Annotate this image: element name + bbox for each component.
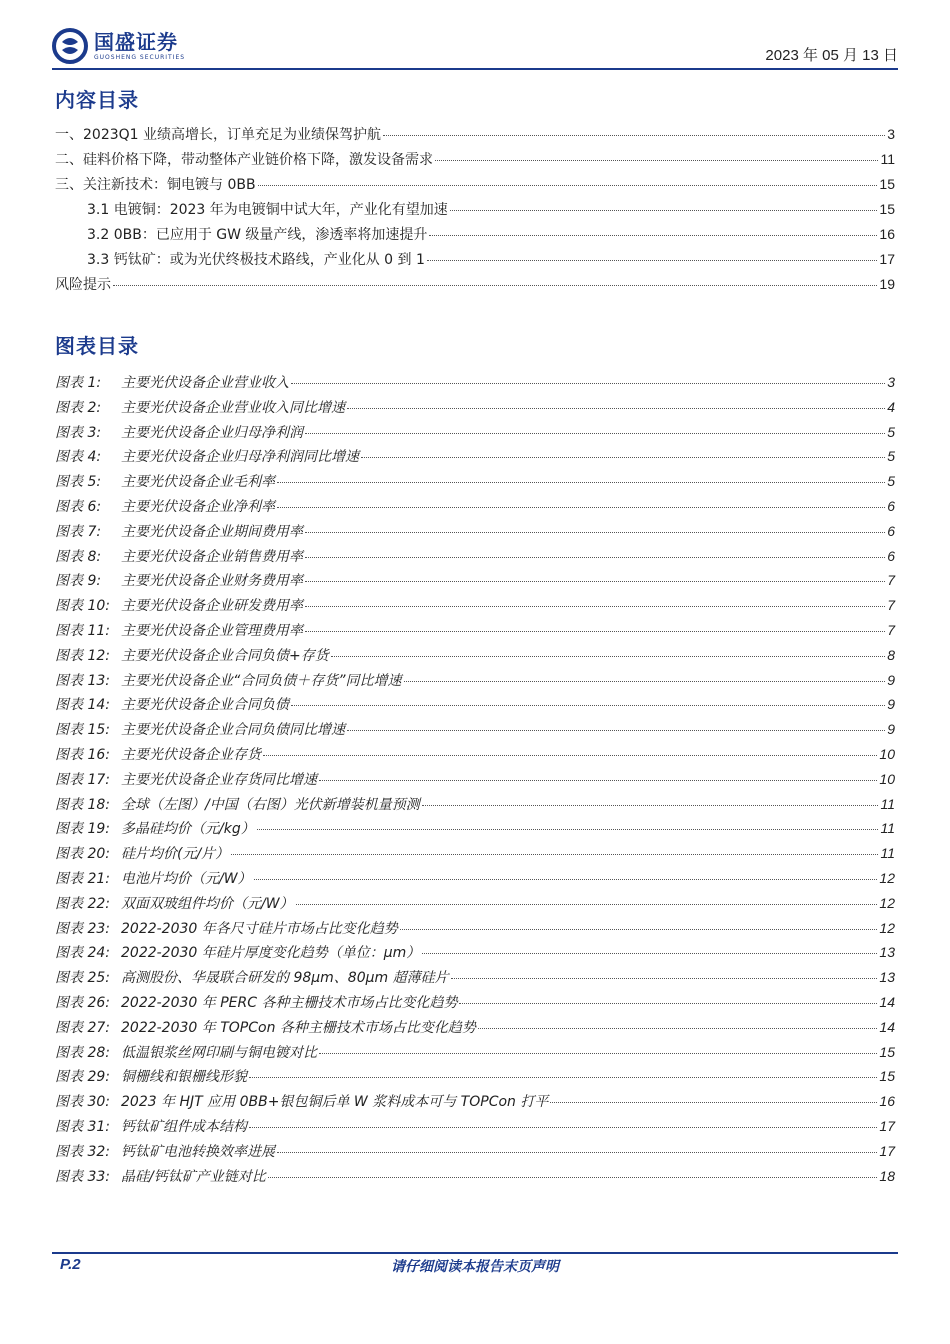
figure-entry-title: 低温银浆丝网印刷与铜电镀对比	[121, 1044, 317, 1061]
dot-leader	[404, 681, 886, 682]
figure-entry[interactable]	[55, 744, 895, 769]
figure-entry[interactable]	[55, 1066, 895, 1091]
figure-entry-page: 11	[880, 820, 895, 837]
figure-entry[interactable]	[55, 471, 895, 496]
figure-entry-title: 主要光伏设备企业财务费用率	[121, 573, 303, 590]
figure-entry[interactable]	[55, 1091, 895, 1116]
figure-entry-number: 图表 10:	[55, 598, 110, 615]
figure-entry-number: 图表 7:	[55, 523, 102, 540]
figure-entry-number: 图表 9:	[55, 573, 102, 590]
toc-entry-page: 3	[887, 126, 895, 142]
figure-entry-page: 17	[879, 1142, 895, 1159]
figure-entry-number: 图表 15:	[55, 722, 110, 739]
figure-entry-title: 主要光伏设备企业存货同比增速	[121, 771, 317, 788]
dot-leader	[291, 705, 885, 706]
figure-entry[interactable]	[55, 942, 895, 967]
dot-leader	[422, 953, 877, 954]
figure-entry-number: 图表 26:	[55, 994, 110, 1011]
figure-entry[interactable]	[55, 422, 895, 447]
figure-entry-title: 主要光伏设备企业销售费用率	[121, 548, 303, 565]
figure-entry-page: 7	[887, 597, 895, 614]
figure-entry[interactable]	[55, 1141, 895, 1166]
dot-leader	[459, 1003, 877, 1004]
dot-leader	[400, 929, 878, 930]
dot-leader	[249, 1077, 877, 1078]
figure-entry-page: 9	[887, 696, 895, 713]
figure-entry-title: 2022-2030 年硅片厚度变化趋势（单位：μm）	[121, 945, 421, 962]
figure-entry-title: 主要光伏设备企业归母净利润同比增速	[121, 449, 359, 466]
figure-entry-title: 钙钛矿电池转换效率进展	[121, 1143, 275, 1160]
brand-logo	[52, 28, 185, 64]
figure-entry-number: 图表 22:	[55, 895, 110, 912]
figure-entry[interactable]	[55, 446, 895, 471]
dot-leader	[277, 1152, 877, 1153]
figure-entry-number: 图表 30:	[55, 1094, 110, 1111]
dot-leader	[478, 1028, 878, 1029]
figure-entry[interactable]	[55, 843, 895, 868]
figure-entry-number: 图表 13:	[55, 672, 110, 689]
toc-entry-page: 16	[879, 226, 895, 242]
figure-entry[interactable]	[55, 1042, 895, 1067]
figure-entry-number: 图表 25:	[55, 970, 110, 987]
figure-entry-number: 图表 18:	[55, 796, 110, 813]
toc-entry-page: 19	[879, 276, 895, 292]
dot-leader	[331, 656, 885, 657]
figure-entry-page: 9	[887, 721, 895, 738]
report-date: 2023 年 05 月 13 日	[765, 47, 898, 64]
toc-entry-title: 3.3 钙钛矿：或为光伏终极技术路线，产业化从 0 到 1	[87, 252, 425, 268]
figure-entry-title: 钙钛矿组件成本结构	[121, 1118, 247, 1135]
figure-entry-number: 图表 11:	[55, 622, 110, 639]
dot-leader	[435, 160, 878, 161]
figure-entry-title: 主要光伏设备企业营业收入同比增速	[121, 399, 345, 416]
figure-entry[interactable]	[55, 595, 895, 620]
figure-entry-number: 图表 21:	[55, 870, 110, 887]
dot-leader	[305, 532, 885, 533]
figure-entry[interactable]	[55, 818, 895, 843]
figure-entry-page: 9	[887, 671, 895, 688]
figure-entry-title: 铜栅线和银栅线形貌	[121, 1069, 247, 1086]
dot-leader	[422, 805, 879, 806]
figure-entry-title: 晶硅/钙钛矿产业链对比	[121, 1168, 266, 1185]
figure-entry-number: 图表 3:	[55, 424, 102, 441]
figure-entry-page: 8	[887, 646, 895, 663]
figure-entry-number: 图表 5:	[55, 474, 102, 491]
figure-entry-title: 2022-2030 年各尺寸硅片市场占比变化趋势	[121, 920, 398, 937]
figure-entry-title: 2022-2030 年 TOPCon 各种主栅技术市场占比变化趋势	[121, 1019, 476, 1036]
toc-entry-page: 15	[879, 176, 895, 192]
figure-entry-title: 主要光伏设备企业管理费用率	[121, 622, 303, 639]
figure-entry-number: 图表 1:	[55, 375, 102, 391]
figure-entry-title: 主要光伏设备企业合同负债	[121, 697, 289, 714]
figures-list	[55, 372, 895, 1190]
figure-entry-title: 主要光伏设备企业归母净利润	[121, 424, 303, 441]
figure-entry[interactable]	[55, 794, 895, 819]
dot-leader	[305, 433, 885, 434]
toc-entry-title: 3.2 0BB：已应用于 GW 级量产线，渗透率将加速提升	[87, 227, 428, 243]
dot-leader	[383, 135, 885, 136]
figure-entry-page: 3	[887, 374, 895, 390]
figure-entry-number: 图表 16:	[55, 746, 110, 763]
figure-entry-title: 主要光伏设备企业净利率	[121, 498, 275, 515]
figure-entry-page: 6	[887, 547, 895, 564]
figure-entry-page: 12	[879, 869, 895, 886]
figure-entry-page: 15	[879, 1043, 895, 1060]
dot-leader	[277, 507, 885, 508]
figure-entry-page: 18	[879, 1167, 895, 1184]
figure-entry-page: 14	[879, 993, 895, 1010]
figure-entry-page: 7	[887, 621, 895, 638]
dot-leader	[361, 457, 885, 458]
figure-entry-page: 6	[887, 497, 895, 514]
brand-name-cn: 国盛证券	[94, 29, 178, 54]
dot-leader	[305, 581, 885, 582]
brand-logo-icon	[52, 28, 88, 64]
figure-entry-number: 图表 33:	[55, 1168, 110, 1185]
disclaimer-note: 请仔细阅读本报告末页声明	[391, 1259, 559, 1275]
header-divider	[52, 68, 898, 70]
figure-entry-page: 11	[880, 845, 895, 862]
figure-entry[interactable]	[55, 719, 895, 744]
figure-entry-number: 图表 27:	[55, 1019, 110, 1036]
contents-list	[55, 124, 895, 299]
figure-entry-number: 图表 17:	[55, 771, 110, 788]
figure-entry[interactable]	[55, 769, 895, 794]
figure-entry-number: 图表 14:	[55, 697, 110, 714]
figure-entry[interactable]	[55, 546, 895, 571]
figure-entry[interactable]	[55, 670, 895, 695]
figure-entry-number: 图表 12:	[55, 647, 110, 664]
figure-entry-title: 电池片均价（元/W）	[121, 870, 252, 887]
figure-entry-title: 高测股份、华晟联合研发的 98μm、80μm 超薄硅片	[121, 970, 449, 987]
figure-entry-number: 图表 4:	[55, 449, 102, 466]
toc-entry-page: 17	[879, 251, 895, 267]
figure-entry-title: 双面双玻组件均价（元/W）	[121, 895, 294, 912]
dot-leader	[305, 557, 885, 558]
dot-leader	[296, 904, 878, 905]
toc-entry[interactable]	[55, 174, 895, 199]
toc-entry-title: 3.1 电镀铜：2023 年为电镀铜中试大年，产业化有望加速	[87, 202, 448, 218]
figure-entry-title: 主要光伏设备企业研发费用率	[121, 598, 303, 615]
figure-entry[interactable]	[55, 496, 895, 521]
figure-entry-number: 图表 28:	[55, 1044, 110, 1061]
figure-entry[interactable]	[55, 570, 895, 595]
figure-entry-number: 图表 19:	[55, 821, 110, 838]
figure-entry-title: 主要光伏设备企业期间费用率	[121, 523, 303, 540]
figure-entry[interactable]	[55, 918, 895, 943]
figure-entry-number: 图表 20:	[55, 846, 110, 863]
figure-entry-page: 4	[887, 398, 895, 415]
brand-name-en: GUOSHENG SECURITIES	[94, 53, 186, 61]
figure-entry[interactable]	[55, 893, 895, 918]
figure-entry-number: 图表 24:	[55, 945, 110, 962]
page-header	[52, 22, 898, 70]
dot-leader	[347, 408, 885, 409]
figure-entry[interactable]	[55, 694, 895, 719]
contents-title: 内容目录	[55, 88, 139, 112]
figure-entry-page: 15	[879, 1068, 895, 1085]
figure-entry-page: 12	[879, 919, 895, 936]
toc-entry[interactable]	[55, 124, 895, 149]
dot-leader	[451, 978, 878, 979]
figure-entry-title: 主要光伏设备企业毛利率	[121, 474, 275, 491]
toc-entry[interactable]	[55, 274, 895, 299]
figure-entry-title: 全球（左图）/中国（右图）光伏新增装机量预测	[121, 796, 420, 813]
figure-entry-page: 16	[879, 1093, 895, 1110]
dot-leader	[113, 285, 877, 286]
figure-entry[interactable]	[55, 521, 895, 546]
dot-leader	[550, 1102, 877, 1103]
toc-entry-title: 一、2023Q1 业绩高增长，订单充足为业绩保驾护航	[55, 127, 382, 143]
dot-leader	[450, 210, 878, 211]
figure-entry[interactable]	[55, 1017, 895, 1042]
toc-entry[interactable]	[55, 249, 895, 274]
dot-leader	[319, 780, 877, 781]
footer-divider	[52, 1252, 898, 1254]
dot-leader	[231, 854, 878, 855]
dot-leader	[427, 260, 878, 261]
dot-leader	[305, 606, 885, 607]
figure-entry-page: 13	[879, 944, 895, 961]
dot-leader	[257, 829, 879, 830]
figure-entry-title: 主要光伏设备企业合同负债+存货	[121, 647, 329, 664]
dot-leader	[258, 185, 878, 186]
figure-entry-title: 主要光伏设备企业“合同负债＋存货”同比增速	[121, 672, 402, 689]
figure-entry-title: 主要光伏设备企业营业收入	[121, 375, 289, 391]
figure-entry[interactable]	[55, 1166, 895, 1191]
figure-entry-page: 13	[879, 969, 895, 986]
figure-entry-page: 7	[887, 572, 895, 589]
figure-entry-title: 多晶硅均价（元/kg）	[121, 821, 255, 838]
figure-entry-page: 12	[879, 894, 895, 911]
figure-entry-number: 图表 8:	[55, 548, 102, 565]
dot-leader	[319, 1053, 877, 1054]
figure-entry-page: 5	[887, 448, 895, 465]
dot-leader	[249, 1127, 877, 1128]
page-number: P.2	[60, 1256, 81, 1273]
figure-entry-number: 图表 23:	[55, 920, 110, 937]
dot-leader	[347, 730, 885, 731]
figure-entry[interactable]	[55, 620, 895, 645]
toc-entry[interactable]	[55, 224, 895, 249]
figure-entry[interactable]	[55, 645, 895, 670]
figure-entry-title: 2023 年 HJT 应用 0BB+银包铜后单 W 浆料成本可与 TOPCon 打平	[121, 1094, 549, 1111]
figure-entry-page: 10	[879, 745, 895, 762]
dot-leader	[277, 482, 885, 483]
figure-entry-page: 10	[879, 770, 895, 787]
figure-entry-page: 5	[887, 473, 895, 490]
figure-entry-number: 图表 31:	[55, 1118, 110, 1135]
figure-entry-page: 11	[880, 795, 895, 812]
toc-entry-title: 风险提示	[55, 277, 111, 293]
figure-entry[interactable]	[55, 868, 895, 893]
figure-entry-number: 图表 6:	[55, 498, 102, 515]
dot-leader	[254, 879, 878, 880]
figure-entry-page: 5	[887, 423, 895, 440]
dot-leader	[291, 383, 885, 384]
figure-entry-page: 17	[879, 1117, 895, 1134]
figure-entry-number: 图表 2:	[55, 399, 102, 416]
figure-entry-title: 主要光伏设备企业存货	[121, 746, 261, 763]
figure-entry-page: 6	[887, 522, 895, 539]
toc-entry-page: 11	[880, 151, 895, 167]
dot-leader	[263, 755, 877, 756]
figure-entry-title: 硅片均价(元/片）	[121, 846, 230, 863]
toc-entry-page: 15	[879, 201, 895, 217]
dot-leader	[429, 235, 877, 236]
figure-entry-number: 图表 29:	[55, 1069, 110, 1086]
figure-entry[interactable]	[55, 372, 895, 397]
figure-entry[interactable]	[55, 1116, 895, 1141]
figure-entry-title: 主要光伏设备企业合同负债同比增速	[121, 722, 345, 739]
toc-entry-title: 三、关注新技术：铜电镀与 0BB	[55, 177, 256, 193]
figure-entry-title: 2022-2030 年 PERC 各种主栅技术市场占比变化趋势	[121, 994, 458, 1011]
figure-entry[interactable]	[55, 992, 895, 1017]
figure-entry[interactable]	[55, 967, 895, 992]
dot-leader	[305, 631, 885, 632]
figure-entry[interactable]	[55, 397, 895, 422]
figure-entry-number: 图表 32:	[55, 1143, 110, 1160]
toc-entry-title: 二、硅料价格下降，带动整体产业链价格下降，激发设备需求	[55, 152, 433, 168]
toc-entry[interactable]	[55, 199, 895, 224]
figure-entry-page: 14	[879, 1018, 895, 1035]
toc-entry[interactable]	[55, 149, 895, 174]
dot-leader	[268, 1177, 878, 1178]
figures-title: 图表目录	[55, 334, 139, 358]
